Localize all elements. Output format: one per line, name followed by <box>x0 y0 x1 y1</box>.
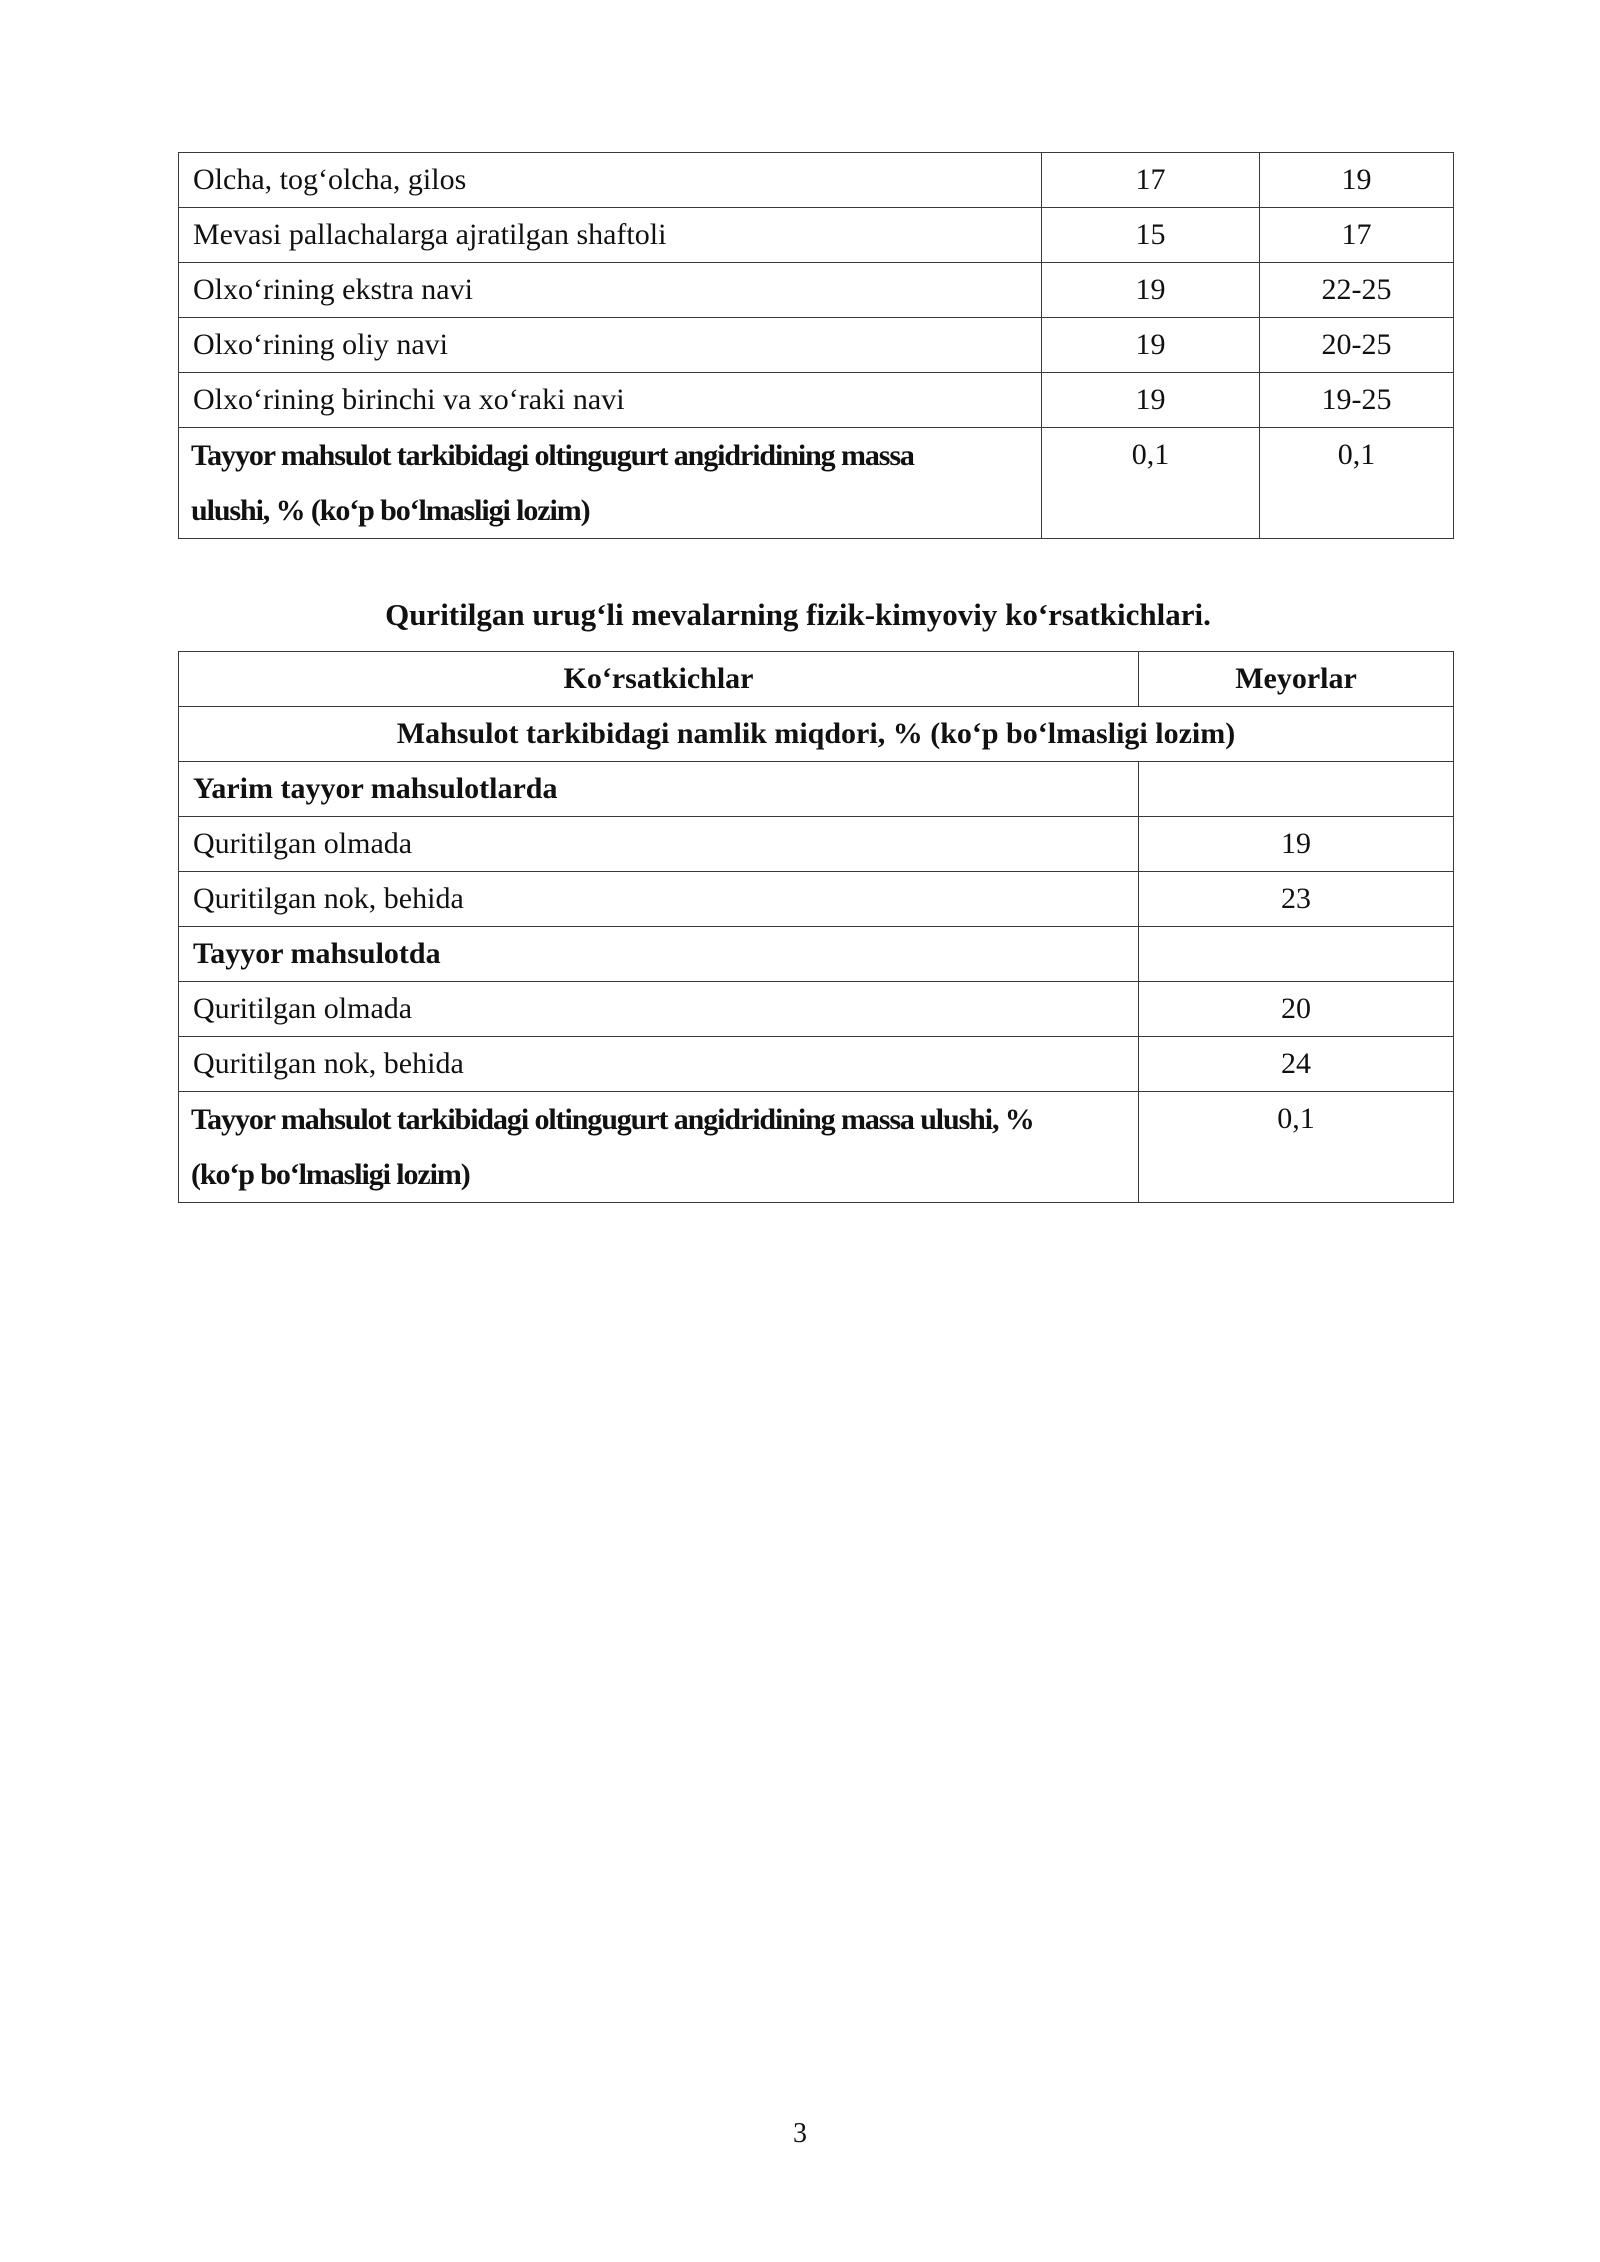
section-heading-row <box>179 707 1454 762</box>
column-header-indicators: Ko‘rsatkichlar <box>179 652 1139 707</box>
row-value: 17 <box>1260 208 1454 263</box>
dried-fruit-indicators-table <box>178 651 1454 1203</box>
page-number: 3 <box>793 2118 807 2149</box>
row-value: 24 <box>1139 1037 1454 1092</box>
fruit-moisture-table <box>178 152 1454 539</box>
row-value: 20 <box>1139 982 1454 1037</box>
row-label: Olxo‘rining birinchi va xo‘raki navi <box>179 373 1042 428</box>
row-value: 20-25 <box>1260 318 1454 373</box>
row-label: Olxo‘rining ekstra navi <box>179 263 1042 318</box>
row-label: Quritilgan nok, behida <box>179 872 1139 927</box>
sulfur-dioxide-row <box>179 1092 1454 1203</box>
row-value: 19 <box>1042 263 1260 318</box>
row-value: 15 <box>1042 208 1260 263</box>
row-value: 23 <box>1139 872 1454 927</box>
table-row <box>179 318 1454 373</box>
row-value: 19 <box>1042 318 1260 373</box>
table-row <box>179 263 1454 318</box>
table-row <box>179 208 1454 263</box>
sulfur-dioxide-value: 0,1 <box>1139 1092 1454 1203</box>
row-value: 19-25 <box>1260 373 1454 428</box>
finished-heading: Tayyor mahsulotda <box>179 927 1139 982</box>
sulfur-label-line1: Tayyor mahsulot tarkibidagi oltingugurt angidridining massa ulushi, % <box>191 1103 1034 1136</box>
table-row <box>179 1037 1454 1092</box>
row-label: Quritilgan olmada <box>179 982 1139 1037</box>
row-label: Mevasi pallachalarga ajratilgan shaftoli <box>179 208 1042 263</box>
group-heading-row <box>179 927 1454 982</box>
row-value: 17 <box>1042 153 1260 208</box>
table-row <box>179 872 1454 927</box>
moisture-heading: Mahsulot tarkibidagi namlik miqdori, % (ko‘p bo‘lmasligi lozim) <box>179 707 1454 762</box>
row-value: 19 <box>1260 153 1454 208</box>
row-value: 19 <box>1139 817 1454 872</box>
semi-finished-heading: Yarim tayyor mahsulotlarda <box>179 762 1139 817</box>
row-label: Quritilgan olmada <box>179 817 1139 872</box>
empty-cell <box>1139 927 1454 982</box>
row-value: 22-25 <box>1260 263 1454 318</box>
table-caption: Quritilgan urug‘li mevalarning fizik-kimyoviy ko‘rsatkichlari. <box>385 597 1211 632</box>
row-label: Olcha, tog‘olcha, gilos <box>179 153 1042 208</box>
table-row <box>179 373 1454 428</box>
table-row <box>179 153 1454 208</box>
table-row <box>179 982 1454 1037</box>
group-heading-row <box>179 762 1454 817</box>
row-value: 19 <box>1042 373 1260 428</box>
empty-cell <box>1139 762 1454 817</box>
row-label: Quritilgan nok, behida <box>179 1037 1139 1092</box>
row-label: Olxo‘rining oliy navi <box>179 318 1042 373</box>
sulfur-label-line2: (ko‘p bo‘lmasligi lozim) <box>191 1158 470 1191</box>
sulfur-label-line2: ulushi, % (ko‘p bo‘lmasligi lozim) <box>191 494 590 527</box>
table-row <box>179 817 1454 872</box>
sulfur-dioxide-row <box>179 428 1454 539</box>
table-header-row <box>179 652 1454 707</box>
column-header-norms: Meyorlar <box>1139 652 1454 707</box>
sulfur-dioxide-value: 0,1 <box>1042 428 1260 539</box>
sulfur-dioxide-label <box>179 428 1042 539</box>
sulfur-dioxide-value: 0,1 <box>1260 428 1454 539</box>
sulfur-dioxide-label <box>179 1092 1139 1203</box>
sulfur-label-line1: Tayyor mahsulot tarkibidagi oltingugurt angidridining massa <box>191 439 914 472</box>
